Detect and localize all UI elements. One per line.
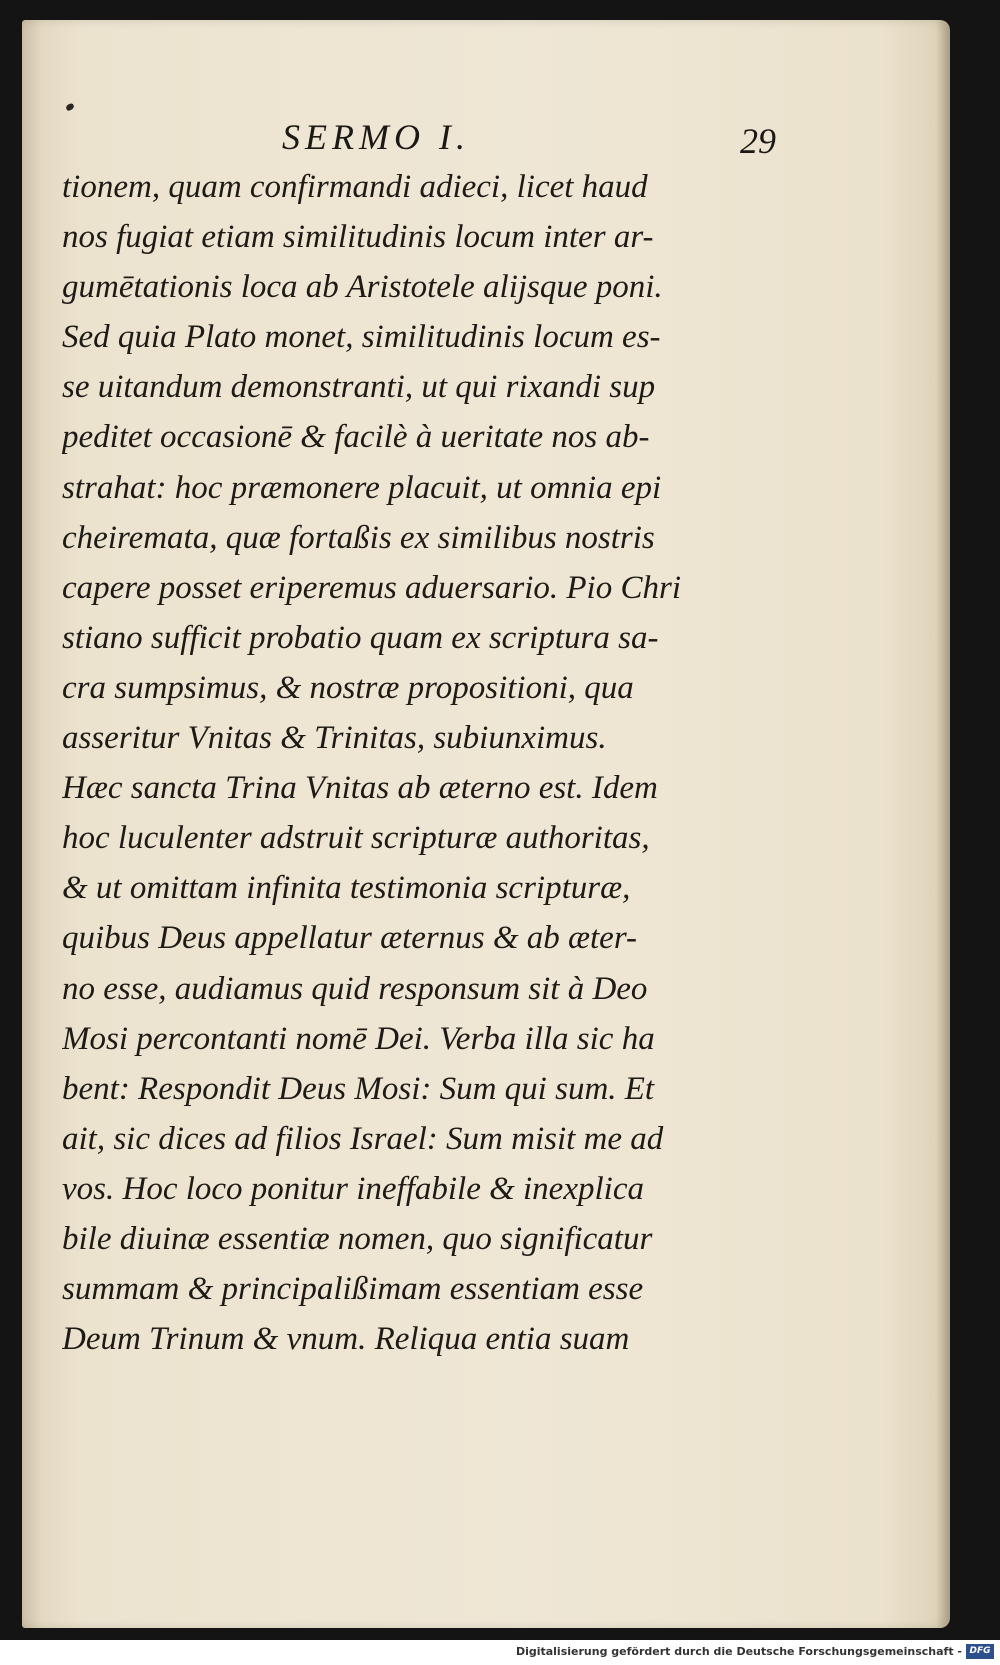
text-line: summam & principalißimam essentiam esse xyxy=(62,1271,644,1308)
text-line: Hæc sancta Trina Vnitas ab æterno est. Idem xyxy=(62,770,658,807)
text-line: tionem, quam confirmandi adieci, licet haud xyxy=(62,169,648,205)
text-line: cra sumpsimus, & nostræ propositioni, qua xyxy=(62,669,634,706)
text-line: bent: Respondit Deus Mosi: Sum qui sum. Et xyxy=(62,1070,655,1107)
text-line: gumētationis loca ab Aristotele alijsque poni. xyxy=(62,269,663,306)
text-line: & ut omittam infinita testimonia scripturæ, xyxy=(62,870,631,907)
text-line: stiano sufficit probatio quam ex scriptura sa- xyxy=(62,619,659,656)
text-line: Mosi percontanti nomē Dei. Verba illa sic ha xyxy=(62,1020,655,1057)
body-text xyxy=(62,162,782,1364)
text-line: se uitandum demonstranti, ut qui rixandi sup xyxy=(62,369,656,406)
text-line: bile diuinæ essentiæ nomen, quo significatur xyxy=(62,1220,653,1257)
text-line: ait, sic dices ad filios Israel: Sum misit me ad xyxy=(62,1120,664,1157)
text-line: vos. Hoc loco ponitur ineffabile & inexplica xyxy=(62,1170,644,1207)
text-line: no esse, audiamus quid responsum sit à Deo xyxy=(62,970,648,1007)
text-line: cheiremata, quæ fortaßis ex similibus nostris xyxy=(62,519,655,556)
page-number: 29 xyxy=(740,121,776,161)
text-line: asseritur Vnitas & Trinitas, subiunximus. xyxy=(62,720,607,757)
text-line: quibus Deus appellatur æternus & ab æter- xyxy=(62,920,638,957)
text-line: nos fugiat etiam similitudinis locum inter ar- xyxy=(62,219,654,256)
funding-credit: Digitalisierung gefördert durch die Deutsche Forschungsgemeinschaft - xyxy=(515,1645,962,1658)
text-line: peditet occasionē & facilè à ueritate nos ab- xyxy=(62,419,650,456)
running-head xyxy=(70,116,776,168)
text-line: Sed quia Plato monet, similitudinis locum es- xyxy=(62,319,661,356)
text-line: strahat: hoc præmonere placuit, ut omnia epi xyxy=(62,469,662,506)
text-line: hoc luculenter adstruit scripturæ authoritas, xyxy=(62,820,650,857)
dfg-logo: DFG xyxy=(966,1644,994,1659)
text-line: Deum Trinum & vnum. Reliqua entia suam xyxy=(62,1321,630,1358)
footer-bar xyxy=(0,1640,1000,1665)
ink-speck xyxy=(65,103,75,112)
running-head-title: SERMO I. xyxy=(282,117,470,157)
text-line: capere posset eriperemus aduersario. Pio Chri xyxy=(62,569,681,606)
